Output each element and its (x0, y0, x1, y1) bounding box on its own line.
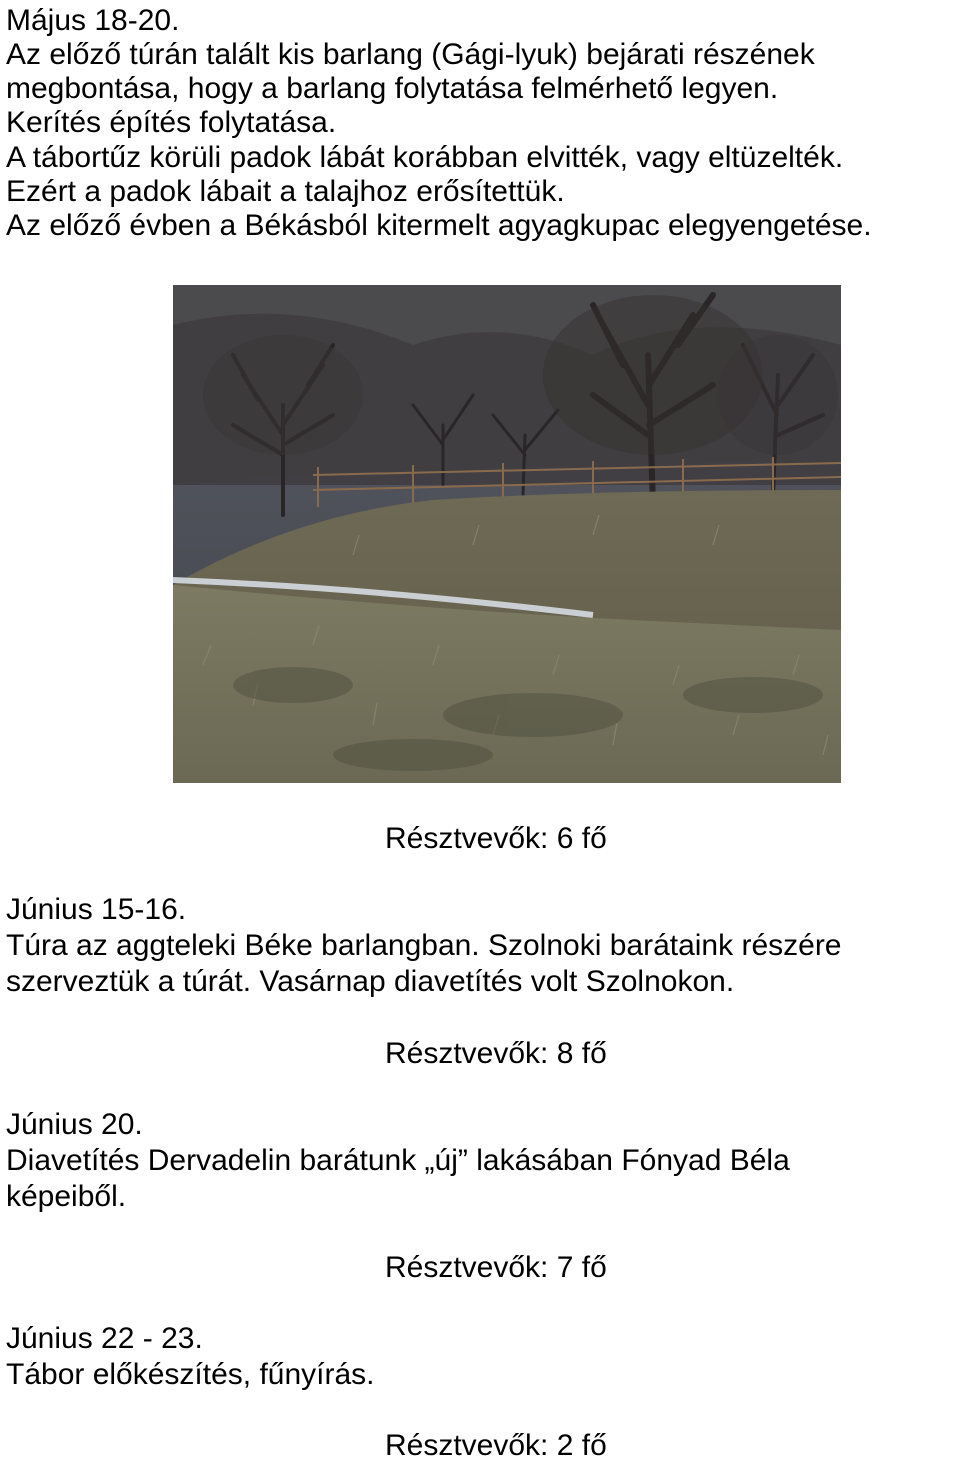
section4-heading: Június 22 - 23. (6, 1322, 203, 1355)
section4-line: Tábor előkészítés, fűnyírás. (6, 1358, 375, 1391)
section2-line: Túra az aggteleki Béke barlangban. Szolnoki barátaink részére (6, 929, 842, 962)
section3-participants: Résztvevők: 7 fő (385, 1251, 607, 1284)
section1-line: Ezért a padok lábait a talajhoz erősítettük. (6, 175, 565, 208)
section1-line: Az előző túrán talált kis barlang (Gági-lyuk) bejárati részének (6, 38, 815, 71)
section1-line: Kerítés építés folytatása. (6, 106, 337, 139)
section3-line: Diavetítés Dervadelin barátunk „új” lakásában Fónyad Béla (6, 1144, 790, 1177)
section3-line: képeiből. (6, 1180, 127, 1213)
section2-heading: Június 15-16. (6, 893, 187, 926)
section2-participants: Résztvevők: 8 fő (385, 1037, 607, 1070)
landscape-photo (173, 285, 841, 783)
section3-heading: Június 20. (6, 1108, 143, 1141)
section1-line: A tábortűz körüli padok lábát korábban elvitték, vagy eltüzelték. (6, 141, 844, 174)
section1-line: Az előző évben a Békásból kitermelt agyagkupac elegyengetése. (6, 209, 872, 242)
section4-participants: Résztvevők: 2 fő (385, 1429, 607, 1462)
section2-line: szerveztük a túrát. Vasárnap diavetítés volt Szolnokon. (6, 965, 735, 998)
section1-participants: Résztvevők: 6 fő (385, 822, 607, 855)
section1-heading: Május 18-20. (6, 4, 180, 37)
section1-line: megbontása, hogy a barlang folytatása felmérhető legyen. (6, 72, 779, 105)
